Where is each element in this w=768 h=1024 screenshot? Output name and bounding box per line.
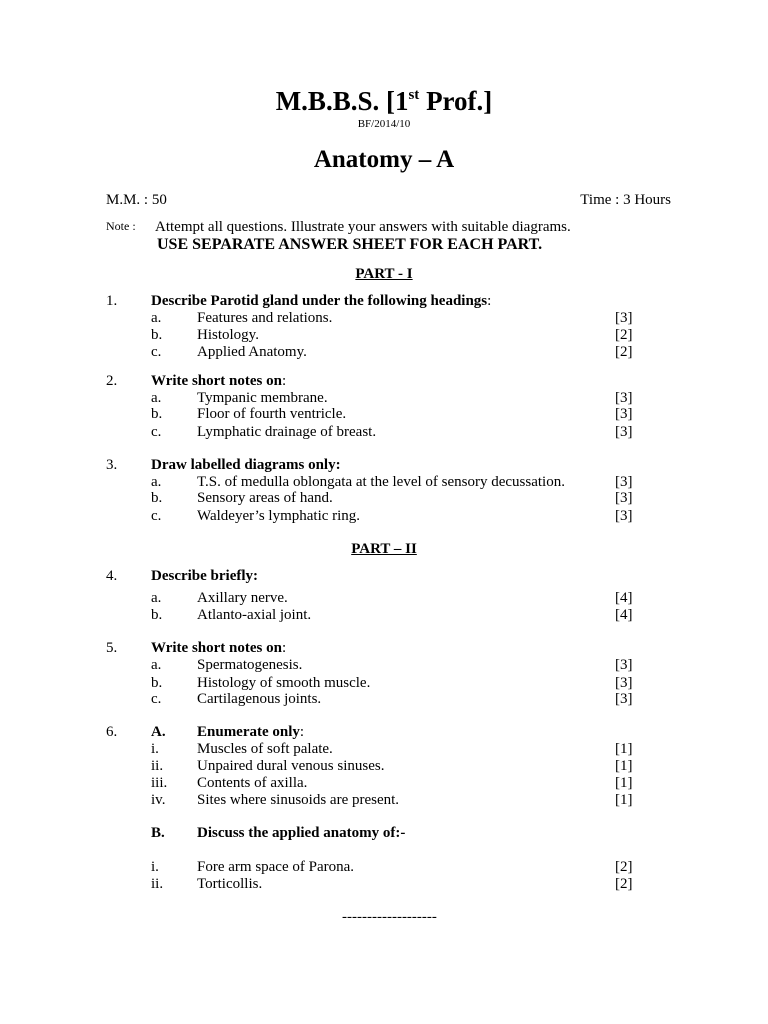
marks: [1] xyxy=(615,792,633,808)
marks: [4] xyxy=(615,607,633,623)
marks: [3] xyxy=(615,406,633,422)
section-b-heading: Discuss the applied anatomy of:- xyxy=(197,825,406,841)
question-heading-colon: : xyxy=(487,293,492,309)
sub-label: i. xyxy=(151,741,159,757)
sub-text: Spermatogenesis. xyxy=(197,657,303,673)
question-heading-text: Write short notes on xyxy=(151,640,282,656)
sub-text: Atlanto-axial joint. xyxy=(197,607,312,623)
title-main: M.B.B.S. [1 xyxy=(275,86,409,116)
question-heading xyxy=(151,293,491,310)
question-heading: Draw labelled diagrams only: xyxy=(151,457,341,473)
marks: [2] xyxy=(615,859,633,875)
question-heading xyxy=(151,373,286,390)
sub-label: c. xyxy=(151,424,162,440)
title-superscript: st xyxy=(408,87,420,103)
sub-label: ii. xyxy=(151,876,164,892)
title-end: Prof.] xyxy=(419,86,493,116)
marks: [2] xyxy=(615,344,633,360)
section-b-label: B. xyxy=(151,825,165,841)
sub-text: Lymphatic drainage of breast. xyxy=(197,424,377,440)
sub-label: b. xyxy=(151,490,163,506)
sub-text: Floor of fourth ventricle. xyxy=(197,406,347,422)
marks: [2] xyxy=(615,876,633,892)
question-heading-colon: : xyxy=(281,373,287,389)
question-number: 3. xyxy=(106,457,118,473)
marks: [2] xyxy=(615,327,633,343)
question-heading-colon: : xyxy=(281,640,287,656)
marks: [1] xyxy=(615,775,633,791)
marks: [3] xyxy=(615,310,633,326)
marks: [4] xyxy=(615,590,633,606)
section-a-heading xyxy=(197,724,304,741)
sub-label: c. xyxy=(151,691,162,707)
marks: [3] xyxy=(615,474,633,490)
question-number: 4. xyxy=(106,568,118,584)
question-heading-text: Describe Parotid gland under the following headings xyxy=(151,293,488,309)
marks: [3] xyxy=(615,691,633,707)
sub-label: iv. xyxy=(151,792,166,808)
exam-title xyxy=(0,86,768,117)
marks: [3] xyxy=(615,490,633,506)
sub-label: a. xyxy=(151,590,162,606)
marks: [1] xyxy=(615,741,633,757)
end-of-paper-dashes: ------------------- xyxy=(342,909,437,925)
question-heading xyxy=(151,640,286,657)
sub-text: Axillary nerve. xyxy=(197,590,288,606)
marks: [3] xyxy=(615,508,633,524)
sub-text: Cartilagenous joints. xyxy=(197,691,322,707)
note-label: Note : xyxy=(106,219,136,233)
sub-text: Tympanic membrane. xyxy=(197,390,328,406)
sub-label: b. xyxy=(151,675,163,691)
sub-text: Torticollis. xyxy=(197,876,263,892)
sub-label: a. xyxy=(151,657,162,673)
sub-label: b. xyxy=(151,607,163,623)
separate-sheet-instruction: USE SEPARATE ANSWER SHEET FOR EACH PART. xyxy=(157,236,543,253)
paper-code: BF/2014/10 xyxy=(357,118,411,130)
part-2-heading: PART – II xyxy=(351,541,417,557)
max-marks: M.M. : 50 xyxy=(106,192,167,208)
sub-label: a. xyxy=(151,390,162,406)
question-number: 5. xyxy=(106,640,118,656)
marks: [3] xyxy=(615,657,633,673)
sub-text: Applied Anatomy. xyxy=(197,344,307,360)
sub-text: T.S. of medulla oblongata at the level of sensory decussation. xyxy=(197,474,565,490)
question-number: 1. xyxy=(106,293,118,309)
section-a-heading-colon: : xyxy=(299,724,305,740)
sub-text: Muscles of soft palate. xyxy=(197,741,333,757)
question-heading: Describe briefly: xyxy=(151,568,259,584)
sub-label: ii. xyxy=(151,758,164,774)
sub-label: c. xyxy=(151,344,162,360)
sub-label: iii. xyxy=(151,775,168,791)
marks: [3] xyxy=(615,675,633,691)
question-number: 6. xyxy=(106,724,118,740)
sub-label: a. xyxy=(151,310,162,326)
sub-text: Fore arm space of Parona. xyxy=(197,859,355,875)
section-a-label: A. xyxy=(151,724,166,740)
marks: [3] xyxy=(615,390,633,406)
question-number: 2. xyxy=(106,373,118,389)
sub-text: Histology of smooth muscle. xyxy=(197,675,371,691)
part-1-heading: PART - I xyxy=(355,266,413,282)
sub-label: i. xyxy=(151,859,159,875)
marks: [1] xyxy=(615,758,633,774)
sub-text: Contents of axilla. xyxy=(197,775,308,791)
sub-label: b. xyxy=(151,406,163,422)
sub-text: Unpaired dural venous sinuses. xyxy=(197,758,385,774)
sub-text: Waldeyer’s lymphatic ring. xyxy=(197,508,361,524)
sub-text: Sensory areas of hand. xyxy=(197,490,333,506)
sub-label: a. xyxy=(151,474,162,490)
sub-text: Sites where sinusoids are present. xyxy=(197,792,400,808)
subject-title: Anatomy – A xyxy=(313,146,455,173)
time-allowed: Time : 3 Hours xyxy=(580,192,671,208)
note-text: Attempt all questions. Illustrate your answers with suitable diagrams. xyxy=(155,219,571,235)
marks: [3] xyxy=(615,424,633,440)
sub-text: Features and relations. xyxy=(197,310,333,326)
question-heading-text: Write short notes on xyxy=(151,373,282,389)
sub-label: b. xyxy=(151,327,163,343)
section-a-heading-text: Enumerate only xyxy=(197,724,300,740)
sub-label: c. xyxy=(151,508,162,524)
sub-text: Histology. xyxy=(197,327,259,343)
